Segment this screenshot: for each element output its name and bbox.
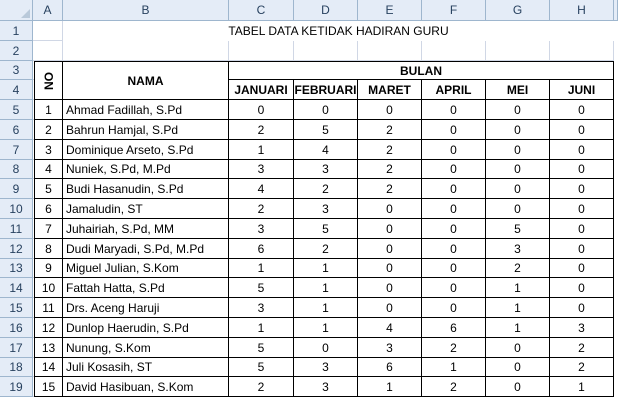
record-value-mei[interactable]: 1	[486, 318, 550, 338]
header-month-januari: JANUARI	[229, 80, 294, 100]
record-no[interactable]: 8	[34, 239, 63, 259]
record-value-maret[interactable]: 4	[358, 318, 422, 338]
record-no[interactable]: 1	[34, 100, 63, 120]
record-value-juni[interactable]: 0	[550, 298, 614, 318]
record-value-april[interactable]: 0	[422, 179, 486, 199]
grid-cell[interactable]	[486, 41, 550, 61]
record-no[interactable]: 2	[34, 120, 63, 140]
row-header-15[interactable]: 15	[0, 298, 33, 318]
record-no[interactable]: 4	[34, 160, 63, 179]
row-header-3[interactable]: 3	[0, 61, 33, 80]
record-value-januari[interactable]: 2	[229, 120, 294, 140]
grid-cell[interactable]	[63, 41, 229, 61]
column-header-d[interactable]: D	[294, 0, 358, 21]
column-header-e[interactable]: E	[358, 0, 422, 21]
record-no[interactable]: 10	[34, 278, 63, 298]
header-no	[34, 61, 63, 100]
record-value-januari[interactable]: 3	[229, 298, 294, 318]
header-month-juni: JUNI	[550, 80, 614, 100]
row-header-9[interactable]: 9	[0, 179, 33, 199]
record-value-maret[interactable]: 0	[358, 259, 422, 278]
record-value-februari[interactable]: 1	[294, 278, 358, 298]
grid-cell[interactable]	[550, 41, 614, 61]
column-header-b[interactable]: B	[63, 0, 229, 21]
record-value-februari[interactable]: 5	[294, 120, 358, 140]
record-name[interactable]: Dudi Maryadi, S.Pd, M.Pd	[63, 239, 229, 259]
record-value-juni[interactable]: 0	[550, 219, 614, 239]
record-value-mei[interactable]: 0	[486, 199, 550, 219]
record-no[interactable]: 12	[34, 318, 63, 338]
record-value-maret[interactable]: 0	[358, 219, 422, 239]
record-value-maret[interactable]: 1	[358, 377, 422, 397]
record-name[interactable]: Fattah Hatta, S.Pd	[63, 278, 229, 298]
record-value-juni[interactable]: 1	[550, 377, 614, 397]
record-value-juni[interactable]: 0	[550, 199, 614, 219]
select-all-corner[interactable]	[0, 0, 33, 21]
record-name[interactable]: Miguel Julian, S.Kom	[63, 259, 229, 278]
grid-cell[interactable]	[422, 41, 486, 61]
row-header-17[interactable]: 17	[0, 338, 33, 358]
row-header-7[interactable]: 7	[0, 140, 33, 160]
record-name[interactable]: Dominique Arseto, S.Pd	[63, 140, 229, 160]
row-header-1[interactable]: 1	[0, 21, 33, 41]
record-value-april[interactable]: 0	[422, 259, 486, 278]
record-value-februari[interactable]: 1	[294, 298, 358, 318]
grid-cell[interactable]	[294, 41, 358, 61]
row-header-13[interactable]: 13	[0, 259, 33, 278]
row-header-6[interactable]: 6	[0, 120, 33, 140]
row-header-11[interactable]: 11	[0, 219, 33, 239]
record-no[interactable]: 13	[34, 338, 63, 358]
record-value-maret[interactable]: 0	[358, 239, 422, 259]
record-no[interactable]: 5	[34, 179, 63, 199]
record-value-januari[interactable]: 2	[229, 199, 294, 219]
record-value-januari[interactable]: 5	[229, 278, 294, 298]
record-value-april[interactable]: 0	[422, 278, 486, 298]
grid-cell[interactable]	[229, 41, 294, 61]
record-value-januari[interactable]: 1	[229, 318, 294, 338]
record-value-februari[interactable]: 3	[294, 160, 358, 179]
row-header-18[interactable]: 18	[0, 358, 33, 377]
record-value-maret[interactable]: 0	[358, 199, 422, 219]
record-name[interactable]: Drs. Aceng Haruji	[63, 298, 229, 318]
record-value-juni[interactable]: 0	[550, 100, 614, 120]
record-value-januari[interactable]: 5	[229, 338, 294, 358]
record-name[interactable]: Nuniek, S.Pd, M.Pd	[63, 160, 229, 179]
record-value-januari[interactable]: 2	[229, 377, 294, 397]
record-name[interactable]: Juli Kosasih, ST	[63, 358, 229, 377]
record-value-mei[interactable]: 0	[486, 377, 550, 397]
record-value-februari[interactable]: 0	[294, 100, 358, 120]
record-value-april[interactable]: 0	[422, 160, 486, 179]
record-no[interactable]: 7	[34, 219, 63, 239]
record-value-juni[interactable]: 2	[550, 338, 614, 358]
header-month-mei: MEI	[486, 80, 550, 100]
record-value-maret[interactable]: 0	[358, 100, 422, 120]
record-value-mei[interactable]: 0	[486, 140, 550, 160]
row-header-19[interactable]: 19	[0, 377, 33, 397]
record-value-februari[interactable]: 3	[294, 199, 358, 219]
record-value-april[interactable]: 2	[422, 338, 486, 358]
row-header-2[interactable]: 2	[0, 41, 33, 61]
record-value-mei[interactable]: 3	[486, 239, 550, 259]
record-value-maret[interactable]: 0	[358, 278, 422, 298]
record-value-mei[interactable]: 0	[486, 179, 550, 199]
row-header-5[interactable]: 5	[0, 100, 33, 120]
record-value-mei[interactable]: 0	[486, 100, 550, 120]
record-value-juni[interactable]: 0	[550, 278, 614, 298]
record-value-januari[interactable]: 1	[229, 140, 294, 160]
record-value-april[interactable]: 0	[422, 239, 486, 259]
record-value-maret[interactable]: 2	[358, 160, 422, 179]
header-no-label: NO	[41, 71, 56, 90]
record-value-mei[interactable]: 0	[486, 338, 550, 358]
column-header-f[interactable]: F	[422, 0, 486, 21]
column-header-a[interactable]: A	[33, 0, 63, 21]
record-value-juni[interactable]: 3	[550, 318, 614, 338]
record-name[interactable]: Bahrun Hamjal, S.Pd	[63, 120, 229, 140]
record-value-mei[interactable]: 1	[486, 298, 550, 318]
column-header-c[interactable]: C	[229, 0, 294, 21]
record-value-april[interactable]: 0	[422, 100, 486, 120]
row-header-14[interactable]: 14	[0, 278, 33, 298]
row-header-16[interactable]: 16	[0, 318, 33, 338]
record-value-februari[interactable]: 5	[294, 219, 358, 239]
record-value-april[interactable]: 0	[422, 140, 486, 160]
grid-cell[interactable]	[33, 41, 63, 61]
column-header-stub	[614, 0, 618, 21]
record-value-januari[interactable]: 6	[229, 239, 294, 259]
record-value-maret[interactable]: 0	[358, 298, 422, 318]
record-value-januari[interactable]: 4	[229, 179, 294, 199]
record-value-januari[interactable]: 5	[229, 358, 294, 377]
row-header-10[interactable]: 10	[0, 199, 33, 219]
header-month-februari: FEBRUARI	[294, 80, 358, 100]
record-value-juni[interactable]: 0	[550, 160, 614, 179]
record-value-februari[interactable]: 1	[294, 259, 358, 278]
record-value-april[interactable]: 2	[422, 377, 486, 397]
record-value-mei[interactable]: 2	[486, 259, 550, 278]
table-title: TABEL DATA KETIDAK HADIRAN GURU	[63, 21, 614, 41]
record-value-mei[interactable]: 0	[486, 160, 550, 179]
record-value-mei[interactable]: 0	[486, 358, 550, 377]
record-value-juni[interactable]: 0	[550, 140, 614, 160]
record-name[interactable]: Juhairiah, S.Pd, MM	[63, 219, 229, 239]
row-header-8[interactable]: 8	[0, 160, 33, 179]
record-value-februari[interactable]: 2	[294, 239, 358, 259]
record-value-maret[interactable]: 2	[358, 140, 422, 160]
column-header-g[interactable]: G	[486, 0, 550, 21]
record-value-juni[interactable]: 0	[550, 259, 614, 278]
record-value-juni[interactable]: 2	[550, 358, 614, 377]
grid-cell[interactable]	[33, 21, 63, 41]
record-value-maret[interactable]: 6	[358, 358, 422, 377]
record-name[interactable]: Budi Hasanudin, S.Pd	[63, 179, 229, 199]
record-value-januari[interactable]: 3	[229, 160, 294, 179]
record-value-maret[interactable]: 2	[358, 120, 422, 140]
record-value-april[interactable]: 0	[422, 219, 486, 239]
record-value-februari[interactable]: 2	[294, 179, 358, 199]
record-value-juni[interactable]: 0	[550, 120, 614, 140]
record-value-februari[interactable]: 3	[294, 358, 358, 377]
record-value-februari[interactable]: 1	[294, 318, 358, 338]
record-value-februari[interactable]: 4	[294, 140, 358, 160]
record-value-mei[interactable]: 5	[486, 219, 550, 239]
grid-cell[interactable]	[358, 41, 422, 61]
header-month-april: APRIL	[422, 80, 486, 100]
header-bulan: BULAN	[229, 61, 614, 80]
header-nama: NAMA	[63, 61, 229, 100]
row-header-4[interactable]: 4	[0, 80, 33, 100]
record-no[interactable]: 14	[34, 358, 63, 377]
record-value-februari[interactable]: 0	[294, 338, 358, 358]
record-no[interactable]: 9	[34, 259, 63, 278]
record-value-juni[interactable]: 0	[550, 179, 614, 199]
record-no[interactable]: 11	[34, 298, 63, 318]
record-no[interactable]: 15	[34, 377, 63, 397]
record-value-februari[interactable]: 3	[294, 377, 358, 397]
record-value-april[interactable]: 0	[422, 120, 486, 140]
record-name[interactable]: Jamaludin, ST	[63, 199, 229, 219]
record-value-april[interactable]: 6	[422, 318, 486, 338]
record-name[interactable]: Ahmad Fadillah, S.Pd	[63, 100, 229, 120]
row-header-12[interactable]: 12	[0, 239, 33, 259]
record-value-maret[interactable]: 2	[358, 179, 422, 199]
record-name[interactable]: Nunung, S.Kom	[63, 338, 229, 358]
record-value-mei[interactable]: 1	[486, 278, 550, 298]
record-name[interactable]: Dunlop Haerudin, S.Pd	[63, 318, 229, 338]
record-value-april[interactable]: 0	[422, 199, 486, 219]
record-value-januari[interactable]: 0	[229, 100, 294, 120]
record-value-mei[interactable]: 0	[486, 120, 550, 140]
record-value-juni[interactable]: 0	[550, 239, 614, 259]
record-value-januari[interactable]: 1	[229, 259, 294, 278]
header-month-maret: MARET	[358, 80, 422, 100]
record-value-april[interactable]: 1	[422, 358, 486, 377]
record-name[interactable]: David Hasibuan, S.Kom	[63, 377, 229, 397]
record-no[interactable]: 3	[34, 140, 63, 160]
record-value-april[interactable]: 0	[422, 298, 486, 318]
column-header-h[interactable]: H	[550, 0, 614, 21]
record-value-maret[interactable]: 3	[358, 338, 422, 358]
record-value-januari[interactable]: 3	[229, 219, 294, 239]
record-no[interactable]: 6	[34, 199, 63, 219]
